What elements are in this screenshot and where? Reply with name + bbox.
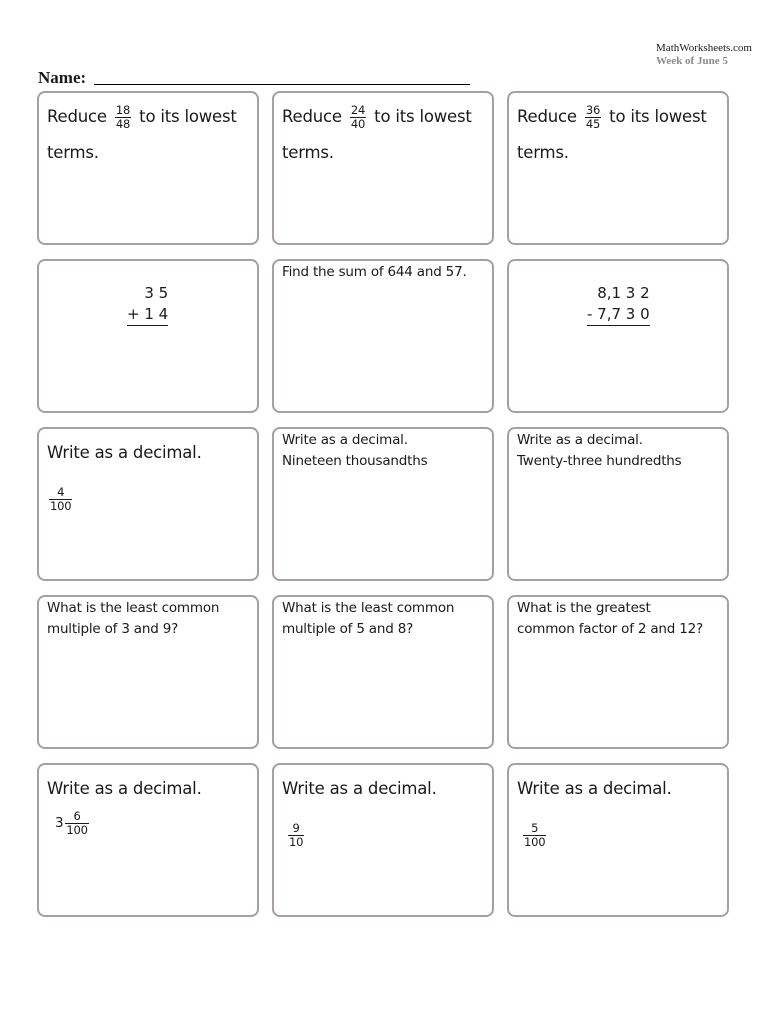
problem-6 [507,259,729,413]
problem-9: Write as a decimal. Twenty-three hundredths [507,427,729,581]
fraction: $\frac{9}{10}$ [289,821,304,849]
site-header [656,42,752,68]
problem-7: Write as a decimal. $\frac{4}{100}$ [37,427,259,581]
fraction: $\frac{24}{40}$ [350,103,366,131]
problem-15: Write as a decimal. $\frac{5}{100}$ [507,763,729,917]
problem-10: What is the least common multiple of 3 and 9? [37,595,259,749]
fraction: $\frac{6}{100}$ [66,808,88,837]
problem-14: Write as a decimal. $\frac{9}{10}$ [272,763,494,917]
problem-3: Reduce $\frac{36}{45}$ to its lowest terms. [507,91,729,245]
problem-8: Write as a decimal. Nineteen thousandths [272,427,494,581]
problem-2: Reduce $\frac{24}{40}$ to its lowest terms. [272,91,494,245]
name-label: Name: [38,68,87,87]
problem-12: What is the greatest common factor of 2 and 12? [507,595,729,749]
name-field[interactable] [94,84,470,85]
fraction: $\frac{36}{45}$ [585,103,601,131]
week-label: Week of June 5 [656,55,728,67]
problem-1: Reduce $\frac{18}{48}$ to its lowest terms. [37,91,259,245]
site-name: MathWorksheets.com [656,42,752,54]
fraction: $\frac{5}{100}$ [524,821,546,849]
problem-13: Write as a decimal. 3 $\frac{6}{100}$ [37,763,259,917]
addition-problem: 3 5 + 1 4 [127,283,168,326]
problem-4 [37,259,259,413]
fraction: $\frac{18}{48}$ [115,103,131,131]
mixed-number: 3 $\frac{6}{100}$ [55,808,88,837]
problem-11: What is the least common multiple of 5 and 8? [272,595,494,749]
problem-5: Find the sum of 644 and 57. [272,259,494,413]
fraction: $\frac{4}{100}$ [50,485,72,513]
subtraction-problem: 8,1 3 2 - 7,7 3 0 [587,283,650,326]
